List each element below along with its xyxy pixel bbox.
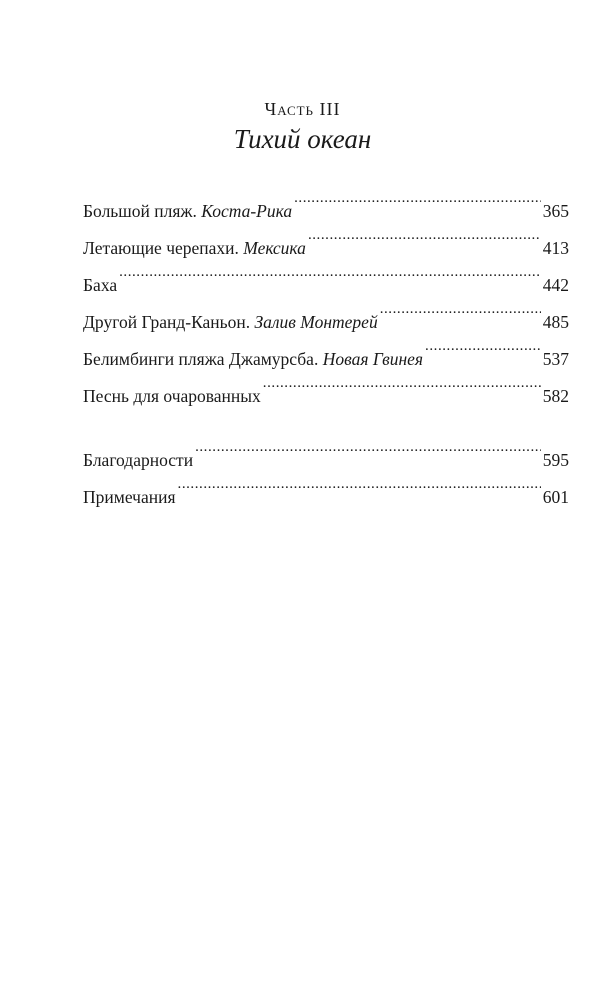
entry-title: Белимбинги пляжа Джамурсба. [83, 349, 323, 369]
dot-leader [119, 254, 541, 291]
dot-leader [178, 466, 541, 503]
entry-place: Залив Монтерей [254, 312, 378, 332]
page-number: 442 [542, 275, 569, 295]
dot-leader [195, 429, 541, 466]
page-number: 485 [542, 312, 569, 332]
page-number: 595 [542, 450, 569, 470]
entry-title: Большой пляж. [83, 201, 202, 221]
entry-title: Примечания [83, 487, 176, 507]
page-number: 413 [542, 238, 569, 258]
part-header [0, 98, 605, 156]
page-number: 582 [542, 386, 569, 406]
page-number: 601 [542, 487, 569, 507]
entry-title: Баха [83, 275, 118, 295]
entry-title: Благодарности [83, 450, 194, 470]
dot-leader [425, 328, 541, 365]
entry-title: Другой Гранд-Каньон. [83, 312, 255, 332]
toc-entry-baja [83, 254, 569, 295]
dot-leader [294, 180, 541, 217]
part-title: Тихий океан [233, 124, 372, 154]
toc-entry-acknowledgements [83, 429, 569, 470]
dot-leader [308, 217, 541, 254]
dot-leader [263, 365, 541, 402]
entry-place: Коста-Рика [201, 201, 293, 221]
part-label: Часть III [264, 99, 341, 119]
page-number: 365 [542, 201, 569, 221]
entry-title: Летающие черепахи. [83, 238, 244, 258]
toc-entry-monterey [83, 291, 569, 332]
entry-title: Песнь для очарованных [83, 386, 261, 406]
back-matter [83, 429, 569, 507]
page-number: 537 [542, 349, 569, 369]
dot-leader [380, 291, 541, 328]
table-of-contents [83, 180, 569, 406]
toc-entry-costa-rica [83, 180, 569, 221]
entry-place: Новая Гвинея [322, 349, 424, 369]
entry-place: Мексика [243, 238, 306, 258]
